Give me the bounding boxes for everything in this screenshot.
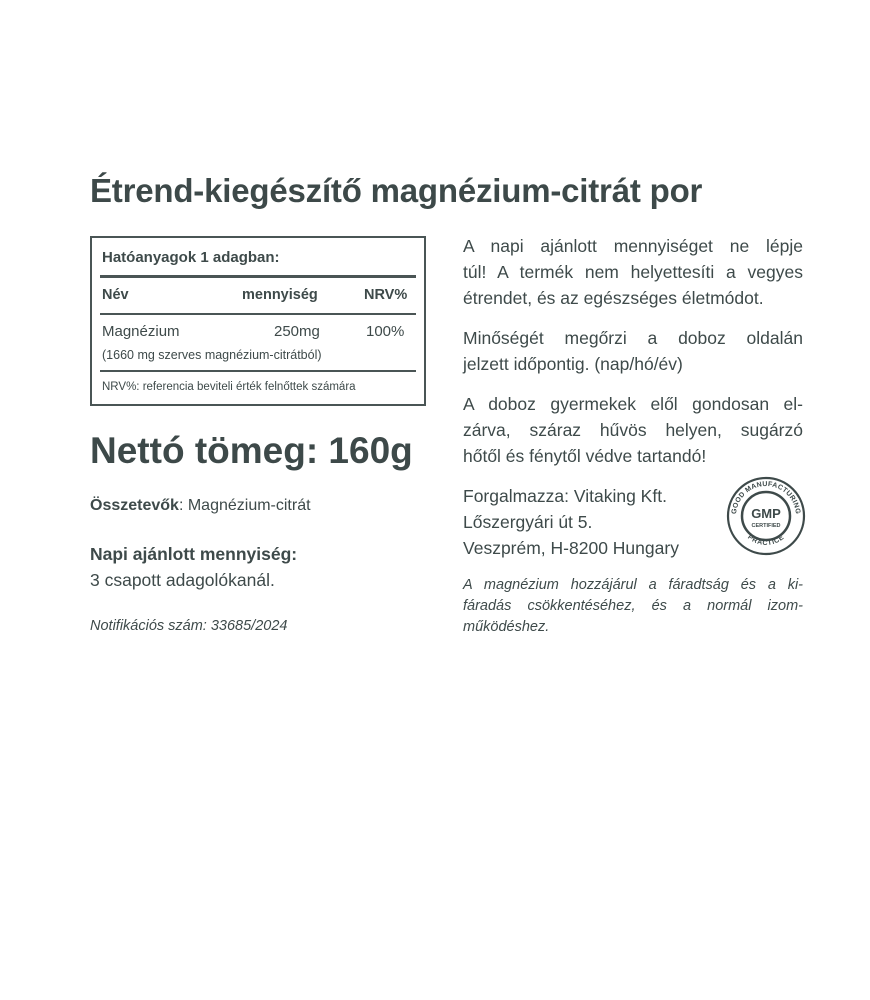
gmp-certified-badge xyxy=(726,476,806,556)
text-line: A magnézium hozzájárul a fáradtság és a ki- xyxy=(463,577,803,593)
gmp-bottom-text: PRACTICE xyxy=(746,533,786,548)
text-line: A doboz gyermekek elől gondosan el- xyxy=(463,394,803,414)
page-title: Étrend-kiegészítő magnézium-citrát por xyxy=(90,172,703,209)
gmp-top-text: GOOD MANUFACTURING xyxy=(730,480,802,515)
table-divider xyxy=(100,313,416,315)
row-name: Magnézium xyxy=(102,323,180,340)
table-footnote: NRV%: referencia beviteli érték felnőttek számára xyxy=(102,381,356,393)
distributor-line: Lőszergyári út 5. xyxy=(463,512,593,532)
table-divider-thick xyxy=(100,275,416,278)
text-line: étrendet, és az egészséges életmódot. xyxy=(463,288,764,308)
notification-number: Notifikációs szám: 33685/2024 xyxy=(90,618,288,634)
column-name-header: Név xyxy=(102,287,129,303)
warning-paragraph-2 xyxy=(463,325,803,377)
text-line: jelzett időpontig. (nap/hó/év) xyxy=(463,354,683,374)
ingredients xyxy=(90,497,311,515)
dose-value: 3 csapott adagolókanál. xyxy=(90,570,275,590)
distributor-address xyxy=(463,483,679,561)
column-amount-header: mennyiség xyxy=(242,287,318,303)
row-nrv: 100% xyxy=(366,323,405,340)
text-line: zárva, száraz hűvös helyen, sugárzó xyxy=(463,420,803,440)
ingredients-label: Összetevők xyxy=(90,497,179,514)
table-divider-bottom xyxy=(100,370,416,372)
text-line: A napi ajánlott mennyiséget ne lépje xyxy=(463,236,803,256)
row-amount: 250mg xyxy=(274,323,320,340)
table-header: Hatóanyagok 1 adagban: xyxy=(102,249,280,266)
text-line: Minőségét megőrzi a doboz oldalán xyxy=(463,328,803,348)
dose-label: Napi ajánlott mennyiség: xyxy=(90,544,298,564)
ingredients-separator: : xyxy=(178,497,184,514)
column-nrv-header: NRV% xyxy=(364,287,408,303)
gmp-center-text: GMP xyxy=(751,506,781,521)
warning-paragraph-1 xyxy=(463,233,803,311)
ingredients-value: Magnézium-citrát xyxy=(183,497,311,514)
text-line: hőtől és fénytől védve tartandó! xyxy=(463,446,707,466)
nutrition-table xyxy=(90,236,426,406)
text-line: túl! A termék nem helyettesíti a vegyes xyxy=(463,262,803,282)
warning-paragraph-3 xyxy=(463,391,803,469)
distributor-line: Veszprém, H-8200 Hungary xyxy=(463,538,679,558)
health-claim xyxy=(463,575,803,638)
text-line: működéshez. xyxy=(463,619,550,635)
distributor-line: Forgalmazza: Vitaking Kft. xyxy=(463,486,667,506)
svg-text:PRACTICE xyxy=(746,534,786,547)
gmp-sub-text: CERTIFIED xyxy=(751,523,781,529)
text-line: fáradás csökkentéséhez, és a normál izom- xyxy=(463,598,803,614)
row-source-note: (1660 mg szerves magnézium-citrátból) xyxy=(102,348,322,362)
net-weight: Nettó tömeg: 160g xyxy=(90,430,413,471)
